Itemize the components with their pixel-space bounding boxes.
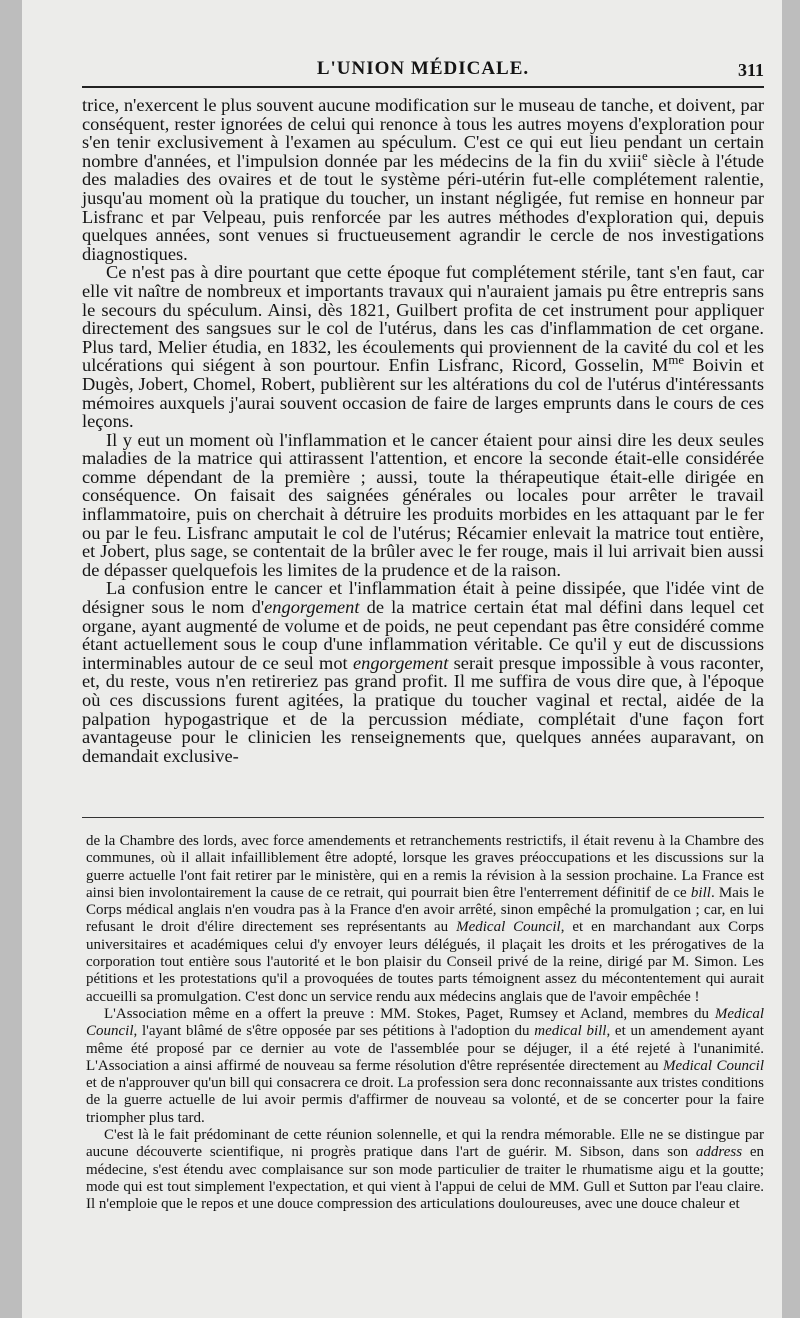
footnote-divider: [82, 817, 764, 818]
page-sheet: [22, 0, 782, 1318]
paragraph-1: trice, n'exercent le plus souvent aucune modification sur le museau de tanche, et doivent, par conséquent, rester ignorées de celui qui renonce à tous les autres moyens d'exploration pour s'en tenir exclusivement à l'examen au spéculum. C'est ce qui eut lieu pendant un certain nombre d'années, et l'impulsion donnée par les médecins de la fin du xviii$^e$ siècle à l'étude des maladies des ovaires et de tout le système péri-utérin fut-elle complétement ralentie, jusqu'au moment où la pratique du toucher, un instant négligée, fut remise en honneur par Lisfranc et par Velpeau, puis renforcée par les autres méthodes d'exploration qui, depuis quelques années, sont venues si fructueusement agrandir le cercle de nos investigations diagnostiques.: [82, 95, 764, 264]
paragraph-3: Il y eut un moment où l'inflammation et le cancer étaient pour ainsi dire les deux seules maladies de la matrice qui attirassent l'attention, et encore la seconde était-elle considérée comme dépendant de la première ; aussi, toute la thérapeutique était-elle dirigée en conséquence. On faisait des saignées générales ou locales pour arrêter le travail inflammatoire, puis on cherchait à détruire les produits morbides en les attaquant par le fer ou par le feu. Lisfranc amputait le col de l'utérus; Récamier enlevait la matrice tout entière, et Jobert, plus sage, se contentait de la brûler avec le fer rouge, mais il lui arrivait bien aussi de dépasser quelquefois les limites de la prudence et de la raison.: [82, 429, 764, 580]
paragraph-2: Ce n'est pas à dire pourtant que cette époque fut complétement stérile, tant s'en faut, car elle vit naître de nombreux et importants travaux qui n'auraient jamais pu être entrepris sans le secours du spéculum. Ainsi, dès 1821, Guilbert profita de cet instrument pour appliquer directement des sangsues sur le col de l'utérus, dans les cas d'inflammation de cet organe. Plus tard, Melier étudia, en 1832, les écoulements qui proviennent de la cavité du col et les ulcérations qui siégent à son pourtour. Enfin Lisfranc, Ricord, Gosselin, $M^{me}$ Boivin et Dugès, Jobert, Chomel, Robert, publièrent sur les altérations du col de l'utérus d'intéressants mémoires auxquels j'aurai souvent occasion de faire de larges emprunts dans le cours de ces leçons.: [82, 262, 764, 432]
main-text: [82, 96, 764, 765]
running-title: L'UNION MÉDICALE.: [316, 58, 530, 79]
footnote-text: [86, 833, 764, 1214]
paragraph-4: La confusion entre le cancer et l'inflammation était à peine dissipée, que l'idée vint de désigner sous le nom d'engorgement de la matrice certain état mal défini dans lequel cet organe, ayant augmenté de volume et de poids, ne peut cependant pas être considéré comme étant actuellement sous le coup d'une inflammation véritable. Ce qu'il y eut de discussions interminables autour de ce seul mot engorgement serait presque impossible à vous raconter, et, du reste, vous n'en retireriez pas grand profit. Il me suffira de vous dire que, à l'époque où ces discussions furent agitées, la pratique du toucher vaginal et rectal, aidée de la palpation hypogastrique et de la percussion médiate, complétait d'une façon fort avantageuse pour le clinicien les renseignements que, quelques années auparavant, on demandait exclusive-: [82, 578, 764, 766]
note-paragraph-3: C'est là le fait prédominant de cette réunion solennelle, et qui la rendra mémorable. Elle ne se distingue par aucune découverte scientifique, ni progrès pratique dans l'art de guérir. M. Sibson, dans son address en médecine, s'est étendu avec complaisance sur son mode particulier de traiter le rhumatisme aigu et la goutte; mode qui est tout simplement l'expectation, et qui vient à l'appui de celui de MM. Gull et Sutton par l'eau claire. Il n'emploie que le repos et une douce compression des articulations douloureuses, avec une douce chaleur et: [86, 1127, 764, 1213]
note-paragraph-1: de la Chambre des lords, avec force amendements et retranchements restrictifs, il était revenu à la Chambre des communes, où il allait infailliblement être adopté, lorsque les graves préoccupations et les discussions sur la guerre actuelle l'ont fait retirer par le ministère, qui en a remis la révision à la session prochaine. La France est ainsi bien involontairement la cause de ce retrait, qui pourrait bien être l'enterrement définitif de ce bill. Mais le Corps médical anglais n'en voudra pas à la France d'en avoir arrêté, sinon empêché la promulgation ; car, en lui refusant le droit d'élire directement ses représentants au Medical Council, et en marchandant aux Corps universitaires et académiques celui d'y envoyer leurs délégués, il plaçait les droits et les prérogatives de la corporation tout entière sous l'autorité et le bon plaisir du Conseil privé de la reine, dirigé par M. Simon. Les pétitions et les protestations qu'il a provoquées de toutes parts témoignent assez du mécontentement qui aurait accueilli sa promulgation. C'est donc un service rendu aux médecins anglais que de l'avoir empêchée !: [86, 833, 764, 1005]
page-header: [82, 56, 764, 88]
note-paragraph-2: L'Association même en a offert la preuve : MM. Stokes, Paget, Rumsey et Acland, membres du Medical Council, l'ayant blâmé de s'être opposée par ses pétitions à l'adoption du medical bill, et un amendement ayant même été proposé par ce dernier au vote de l'assemblée pour se déjuger, il a été rejeté à l'unanimité. L'Association a ainsi affirmé de nouveau sa ferme résolution d'être représentée directement au Medical Council et de n'approuver qu'un bill qui consacrera ce droit. La profession sera donc reconnaissante aux tristes conditions de la guerre actuelle de lui avoir permis d'affirmer de nouveau sa volonté, et de se concerter pour la faire triompher plus tard.: [86, 1005, 764, 1126]
page-number: 311: [737, 60, 764, 80]
